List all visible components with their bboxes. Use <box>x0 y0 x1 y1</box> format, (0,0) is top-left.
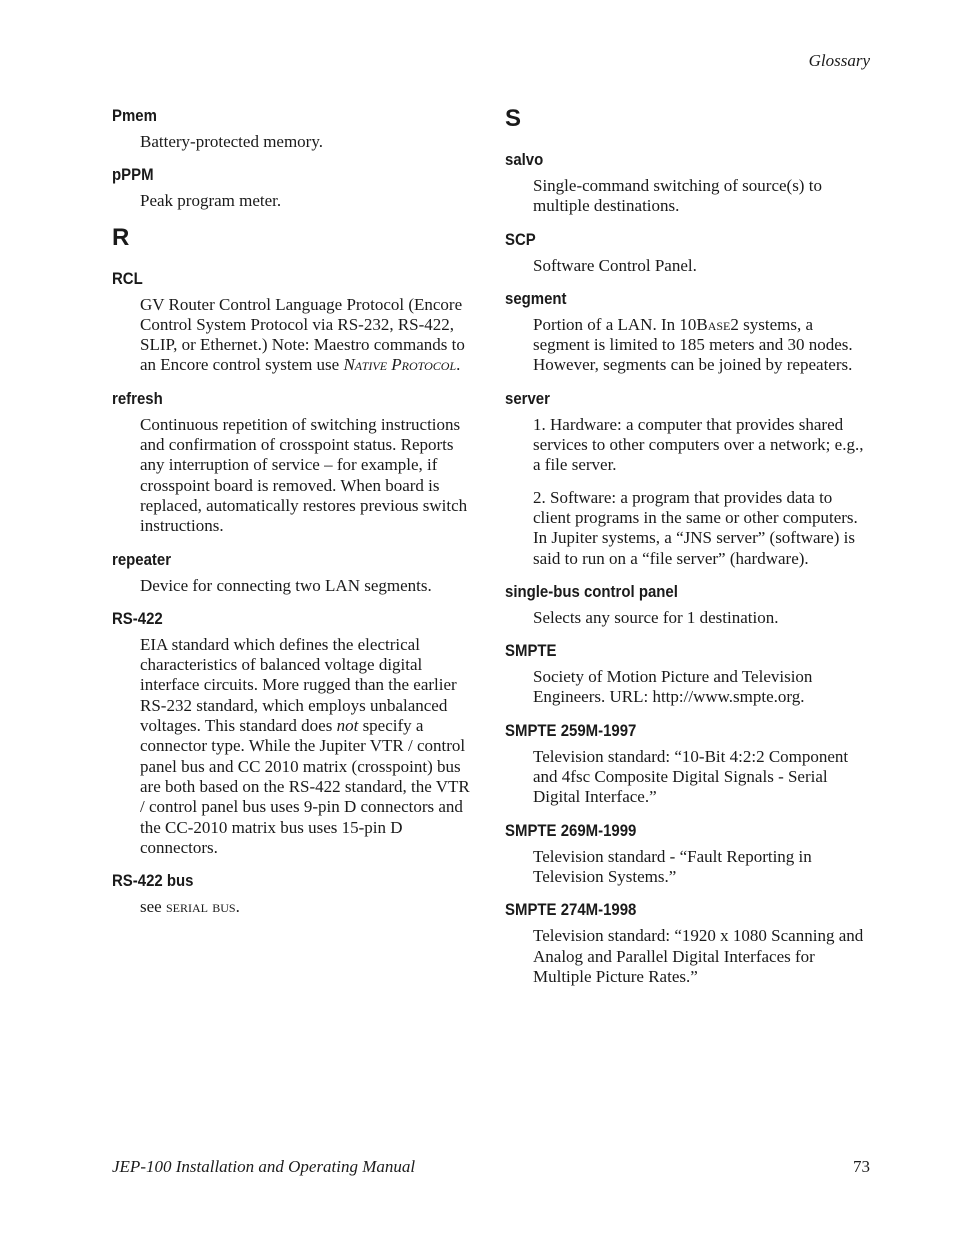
footer-page-number: 73 <box>853 1157 870 1176</box>
term: SCP <box>505 229 536 249</box>
definition-end: . <box>456 355 461 375</box>
glossary-entry-pmem <box>112 104 482 152</box>
glossary-entry-smpte <box>505 639 875 708</box>
glossary-entry-rs-422 <box>112 607 482 858</box>
left-column <box>112 104 482 928</box>
emphasis: not <box>336 716 359 736</box>
term: SMPTE 274M-1998 <box>505 900 637 920</box>
footer-manual-title: JEP-100 Installation and Operating Manual <box>112 1157 416 1176</box>
definition-end: . <box>235 897 240 917</box>
definition: Peak program meter. <box>140 191 282 211</box>
definition-2: 2. Software: a program that provides data to client programs in the same or other computers. In Jupiter systems, a “JNS server” (software) is said to run on a “file server” (hardware). <box>533 487 858 568</box>
term: single-bus control panel <box>505 581 678 601</box>
section-letter-s: S <box>505 105 522 132</box>
definition: Society of Motion Picture and Television Engineers. URL: http://www.smpte.org. <box>533 667 813 707</box>
term: refresh <box>112 388 163 408</box>
definition-text: GV Router Control Language Protocol (Encore Control System Protocol via RS-232, RS-422, SLIP, or Ethernet.) Note: Maestro commands to an Encore control system use <box>140 294 465 375</box>
definition-1: 1. Hardware: a computer that provides shared services to other computers over a network; e.g., a file server. <box>533 414 864 475</box>
term: RS-422 bus <box>112 871 194 891</box>
running-head: Glossary <box>808 51 870 70</box>
definition-text: see <box>140 897 166 917</box>
glossary-entry-repeater <box>112 548 482 596</box>
glossary-entry-single-bus-control-panel <box>505 580 875 628</box>
glossary-entry-smpte-269m <box>505 819 875 888</box>
glossary-entry-pppm <box>112 163 482 211</box>
term: repeater <box>112 549 172 569</box>
definition: Software Control Panel. <box>533 255 697 275</box>
glossary-entry-scp <box>505 228 875 276</box>
definition: Television standard: “10-Bit 4:2:2 Component and 4fsc Composite Digital Signals - Serial Digital Interface.” <box>533 746 849 807</box>
definition <box>140 295 478 376</box>
definition <box>140 897 478 917</box>
definition-text: Portion of a LAN. In 10 <box>533 314 697 334</box>
definition: Television standard: “1920 x 1080 Scanning and Analog and Parallel Digital Interfaces for Multiple Picture Rates.” <box>533 926 864 986</box>
term: RS-422 <box>112 608 163 628</box>
definition <box>140 635 478 858</box>
term: Pmem <box>112 106 157 125</box>
definition: Television standard - “Fault Reporting in Television Systems.” <box>533 846 812 886</box>
definition: Battery-protected memory. <box>140 132 323 151</box>
definition: Single-command switching of source(s) to multiple destinations. <box>533 176 822 216</box>
section-letter-r: R <box>112 223 130 251</box>
term: pPPM <box>112 165 154 185</box>
right-column <box>505 104 875 998</box>
definition: Device for connecting two LAN segments. <box>140 575 432 595</box>
term: segment <box>505 288 567 308</box>
glossary-entry-rs-422-bus <box>112 869 482 917</box>
glossary-entry-salvo <box>505 148 875 217</box>
cross-reference-link[interactable]: Native Protocol <box>343 355 457 375</box>
small-caps-text: Base <box>696 314 731 334</box>
term: server <box>505 388 550 408</box>
definition: Selects any source for 1 destination. <box>533 607 779 627</box>
glossary-entry-rcl <box>112 267 482 376</box>
cross-reference-link[interactable]: serial bus <box>165 897 236 917</box>
term: SMPTE 269M-1999 <box>505 820 637 840</box>
definition-text: specify a connector type. While the Jupiter VTR / control panel bus and CC 2010 matrix (crosspoint) bus are both based on the RS-422 standard, the VTR / control panel bus uses 9-pin D connectors and the CC-2010 matrix bus uses 15-pin D connectors. <box>140 716 470 857</box>
glossary-entry-segment <box>505 287 875 376</box>
glossary-entry-refresh <box>112 387 482 537</box>
definition-text: EIA standard which defines the electrical characteristics of balanced voltage digital interface circuits. More rugged than the earlier RS-232 standard, which employs unbalanced voltages. This standard does <box>140 634 457 736</box>
term: SMPTE 259M-1997 <box>505 720 637 740</box>
definition-text: 2 systems, a segment is limited to 185 meters and 30 nodes. However, segments can be joined by repeaters. <box>533 314 853 375</box>
glossary-entry-smpte-274m <box>505 898 875 987</box>
glossary-entry-smpte-259m <box>505 719 875 808</box>
term: RCL <box>112 268 143 288</box>
glossary-entry-server <box>505 387 875 569</box>
definition <box>533 315 871 376</box>
term: salvo <box>505 150 544 169</box>
term: SMPTE <box>505 641 557 661</box>
definition: Continuous repetition of switching instructions and confirmation of crosspoint status. Reports any interruption of service – for example, if crosspoint board is removed. When board is replaced, automatically restores previous switch instructions. <box>140 414 468 536</box>
